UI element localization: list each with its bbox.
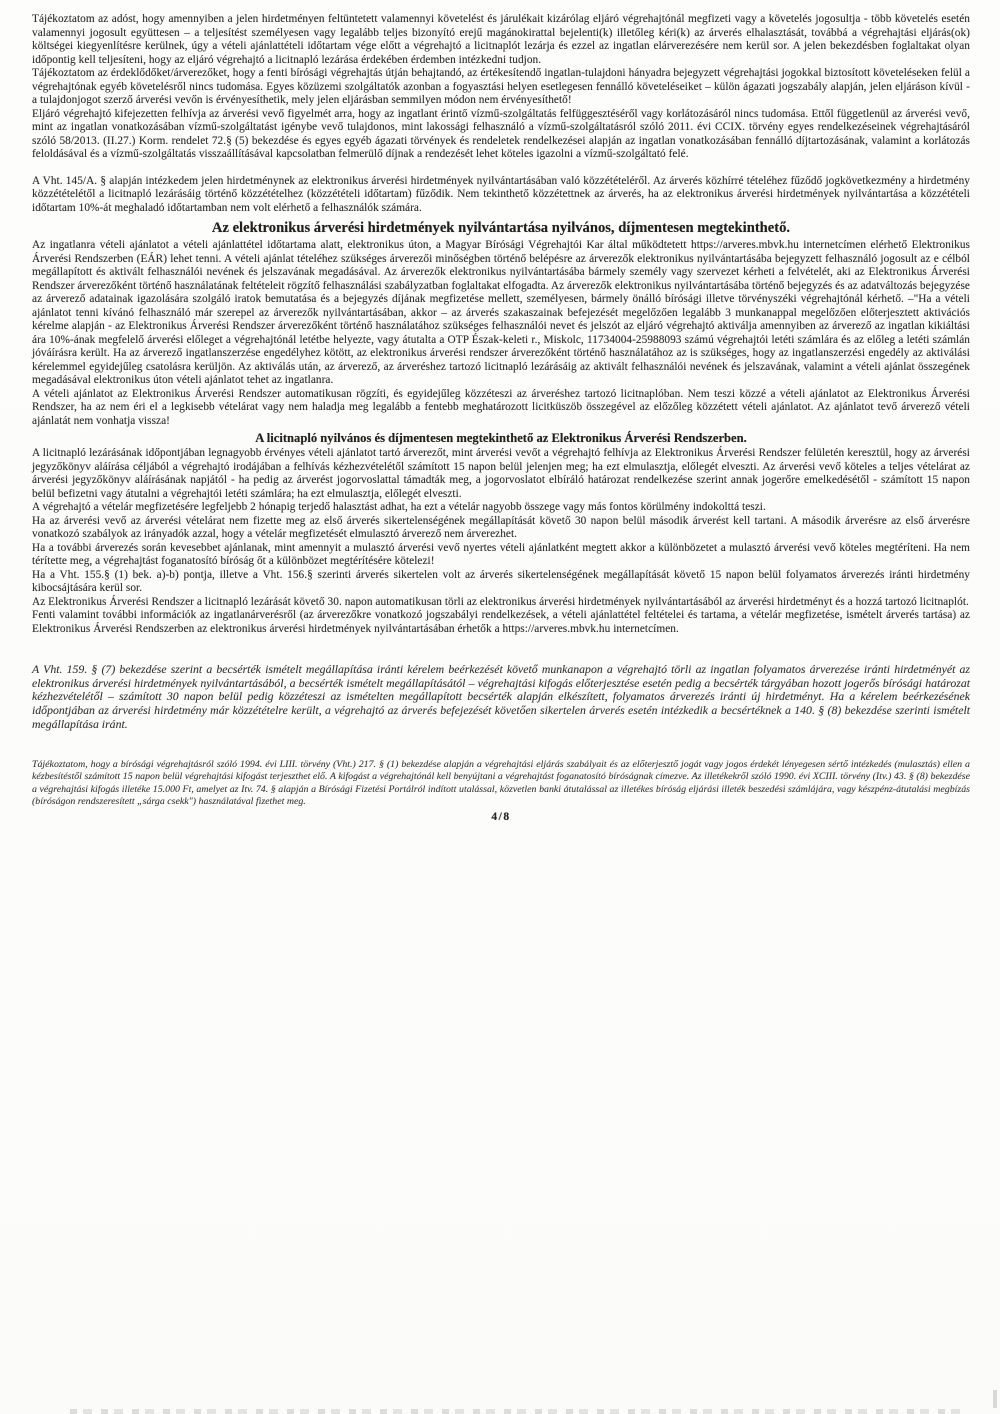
heading-electronic-auction-registry: Az elektronikus árverési hirdetmények nyilvántartása nyilvános, díjmentesen megtekinthető.: [211, 220, 791, 236]
paragraph-payment-deferral: A végrehajtó a vételár megfizetésére legfeljebb 2 hónapig terjedő halasztást adhat, ha ezt a vételár nagyobb összege vagy más fontos körülmény indokolttá teszi.: [32, 501, 766, 513]
paragraph-second-auction: Ha az árverési vevő az árverési vételárat nem fizette meg az első árverés sikertelenségének megállapítását követő 30 napon belül második árverést kell tartani. A második árverésre az első árverésre vonatkozó szabályok az irányadók azzal, hogy a vételár megfizetését elmulasztó árverező nem árverezhet.: [32, 514, 970, 540]
paragraph-interested-parties-notice: Tájékoztatom az érdeklődőket/árverezőket, hogy a fenti bírósági végrehajtás útján behajtandó, az értékesítendő ingatlan-tulajdoni hányadra bejegyzett végrehajtási jogokkal biztosított követeléseken felül a végrehajtónak egyéb követelésről nincs tudomása. Egyes közüzemi szolgáltatók azonban a fogyasztási helyen esetlegesen fennálló követeléseiket – külön ágazati jogszabály alapján, jelen eljáráson kívül - a tulajdonjogot szerző árverési vevőn is érvényesíthetik, mely jelen eljárásban semmilyen módon nem érvényesíthető!: [32, 67, 970, 106]
paragraph-difference-reimbursement: Ha a további árverezés során kevesebbet ajánlanak, mint amennyit a mulasztó árverési vevő nyertes vételi ajánlatként megtett akkor a különbözetet a mulasztó árverési vevő köteles megtéríteni. Ha nem térítette meg, a végrehajtást foganatosító bíróság őt a különbözet megtérítésére kötelezi!: [32, 541, 970, 567]
paragraph-further-information: Fenti valamint további információk az ingatlanárverésről (az árverezőkre vonatkozó jogszabályi rendelkezések, a vételi ajánlattétel feltételei és tartama, a vételár megfizetése, ismételt árverés tartása) az Elektronikus Árverési Rendszerben az elektronikus árverési hirdetmények nyilvántartásában érhetők a https://arveres.mbvk.hu internetcímen.: [32, 609, 970, 635]
paragraph-vht-159-appraisal: A Vht. 159. § (7) bekezdése szerint a becsérték ismételt megállapítása iránti kérelem beérkezését követő munkanapon a végrehajtó törli az ingatlan folyamatos árverezése iránti hirdetményét az elektronikus árverési hirdetmények nyilvántartásából, a becsérték ismételt megállapításától – végrehajtási kifogás előterjesztése esetén pedig a becsérték tárgyában hozott jogerős bírósági határozat kézhezvételétől – számított 30 napon belül pedig közzéteszi az ismételten megállapított becsérték alapján elkészített, folyamatos árverezés iránti új hirdetményt. Ha a kérelem beérkezésének időpontjában az árverési hirdetmény már közzétételre került, a végrehajtó az árverés befejezését követően sikertelen árverés esetén intézkedik a becsértéknek a 140. § (8) bekezdése szerinti ismételt megállapítása iránt.: [32, 662, 970, 731]
document-body: [32, 13, 970, 823]
paragraph-debtor-notice: Tájékoztatom az adóst, hogy amennyiben a jelen hirdetményen feltüntetett valamennyi követelést és járulékait kizárólag eljáró végrehajtónál megfizeti vagy a követelés jogosultja - több követelés esetén valamennyi jogosult együttesen – a teljesítést személyesen vagy legalább teljes bizonyító erejű magánokirattal bejelenti(k) illetőleg kéri(k) az árverés elhalasztását, továbbá a végrehajtási eljárás(ok) költségei kiegyenlítésre kerülnek, úgy a vételi ajánlattételi időtartam vége előtt a végrehajtó a licitnaplót lezárja és ezzel az ingatlan elárverezésére nem kerül sor. A jelen bekezdésben foglaltakat olyan időpontig kell teljesíteni, hogy az eljáró végrehajtó a licitnapló lezárása érdekében érdemben intézkedni tudjon.: [32, 13, 970, 66]
paragraph-continuous-auction: Ha a Vht. 155.§ (1) bek. a)-b) pontja, illetve a Vht. 156.§ szerinti árverés sikertelen volt az árverés sikertelenségének megállapítását követő 15 napon belül folyamatos árverezés iránti hirdetmény kibocsájtására kerül sor.: [32, 568, 970, 594]
heading-bid-log-public: A licitnapló nyilvános és díjmentesen megtekinthető az Elektronikus Árverési Rendszerben.: [255, 431, 747, 445]
paragraph-footnote-objection: Tájékoztatom, hogy a bírósági végrehajtásról szóló 1994. évi LIII. törvény (Vht.) 217. § (1) bekezdése alapján a végrehajtási eljárás szabályait és az előterjesztő jogát vagy jogos érdekét lényegesen sértő intézkedés (mulasztás) ellen a kézbesítéstől számított 15 napon belül végrehajtási kifogást terjeszthet elő. A kifogást a végrehajtónál kell benyújtani a végrehajtást foganatosító bíróságnak címezve. Az illetékekről szóló 1990. évi XCIII. törvény (Itv.) 43. § (8) bekezdése a végrehajtási kifogás illetéke 15.000 Ft, amelyet az Itv. 74. § alapján a Bírósági Fizetési Portálról indított utalással, közvetlen banki átutalással az illetékes bíróság eljárási illeték beszedési számlájára, vagy készpénz-átutalási megbízás (bíróságon rendszeresített „sárga csekk") használatával fizethet meg.: [32, 758, 970, 808]
paragraph-bid-log-closing: A licitnapló lezárásának időpontjában legnagyobb érvényes vételi ajánlatot tartó árverezőt, mint árverési vevőt a végrehajtó felhívja az Elektronikus Árverési Rendszer felületén keresztül, hogy az árverési jegyzőkönyv aláírása céljából a végrehajtó irodájában a felhívás kézhezvételétől számított 15 napon belül jelenjen meg; ha ezt elmulasztja, előlegét elveszti. Az árverési vevő köteles a teljes vételárat az árverési jegyzőkönyv aláírásának napjától - ha pedig az árverést jogorvoslattal támadták meg, a jogorvoslatot elbíráló határozat rendelkezése szerint annak jogerőre emelkedésétől - számított 15 napon belül befizetni vagy átutalni a végrehajtói letéti számlára; ha ezt elmulasztja, előlegét elveszti.: [32, 447, 970, 500]
paragraph-vht-145a: A Vht. 145/A. § alapján intézkedem jelen hirdetménynek az elektronikus árverési hirdetmények nyilvántartásában való közzétételéről. Az árverés közhírré tételéhez fűződő jogkövetkezmény a hirdetmény közzétételétől a licitnapló lezárásáig történő közzétételhez (közzétételi időtartam) fűződik. Nem tekinthető közzétettnek az árverés, ha az elektronikus árverési hirdetmények nyilvántartása a közzétételi időtartam 10%-át meghaladó időtartamban nem volt elérhető a felhasználók számára.: [32, 174, 970, 214]
scan-edge-artifact: [993, 1390, 997, 1408]
paragraph-bid-recording: A vételi ajánlatot az Elektronikus Árverési Rendszer automatikusan rögzíti, és egyidejűleg közzéteszi az árveréshez tartozó licitnaplóban. Nem teszi közzé a vételi ajánlatot az Elektronikus Árverési Rendszer, ha az nem éri el a legkisebb vételárat vagy nem haladja meg legalább a fentebb meghatározott licitküszöb összegével az előzőleg közzétett vételi ajánlatot. Az ajánlatot tevő árverező vételi ajánlatát nem vonhatja vissza!: [32, 387, 970, 427]
paragraph-ear-bidding-rules: Az ingatlanra vételi ajánlatot a vételi ajánlattétel időtartama alatt, elektronikus úton, a Magyar Bírósági Végrehajtói Kar által működtetett https://arveres.mbvk.hu internetcímen elérhető Elektronikus Árverési Rendszerben (EÁR) lehet tenni. A vételi ajánlat tételéhez szükséges árverezői minőségben történő belépésre az árverezők elektronikus nyilvántartásába bejegyzett felhasználó jogosult az e célból megállapított és aktivált felhasználói nevének és jelszavának megadásával. Az árverezők elektronikus nyilvántartásába bármely személy vagy szervezet kérheti a felvételét, aki az Elektronikus Árverési Rendszer árverezőként történő használatának feltételeit rögzítő felhasználási szabályzatban foglaltakat elfogadta. Az árverezők elektronikus nyilvántartásába történő bejegyzés és az adatváltozás bejegyzése az árverező adatainak igazolására szolgáló iratok bemutatása és a bejegyzés díjának megfizetése mellett, személyesen, bármely önálló bírósági illetve törvényszéki végrehajtónál kérhető. –"Ha a vételi ajánlatot tenni kívánó felhasználó már szerepel az árverezők nyilvántartásában, akkor – az árverés szakaszainak befejezését megelőzően legalább 3 munkanappal megelőzően előterjesztett aktivációs kérelme alapján - az Elektronikus Árverési Rendszer árverezőként történő használatához szükséges felhasználói nevet és jelszót az eljáró végrehajtó aktiválja amennyiben az árverező az ingatlan kikiáltási ára 10%-ának megfelelő árverési előleget a végrehajtónál letétbe helyezte, vagy átutalta a OTP Észak-keleti r., Miskolc, 11734004-25988093 számú végrehajtói letéti számlára és az előleg a letéti számlán jóváírásra került. Ha az árverező ingatlanszerzése engedélyhez kötött, az elektronikus árverési rendszer árverezőként történő használatához az is szükséges, hogy az ingatlanszerzési engedély az aktiválási kérelemmel egyidejűleg csatolásra kerüljön. Az aktiválás után, az árverező, az árveréshez tartozó licitnapló lezárásáig az aktivált felhasználói nevének és jelszavának, valamint a vételi ajánlat összegének megadásával elektronikus úton vételi ajánlatot tehet az ingatlanra.: [32, 239, 970, 386]
page-number: 4/8: [491, 810, 511, 823]
paragraph-automatic-deletion: Az Elektronikus Árverési Rendszer a licitnapló lezárását követő 30. napon automatikusan törli az elektronikus árverési hirdetmények nyilvántartásából az árverési hirdetményt és a hozzá tartozó licitnaplót.: [32, 595, 969, 608]
paragraph-water-utility-notice: Eljáró végrehajtó kifejezetten felhívja az árverési vevő figyelmét arra, hogy az ingatlant érintő vízmű-szolgáltatás felfüggesztéséről vagy korlátozásáról nincs tudomása. Ettől függetlenül az árverési vevő, mint az ingatlan vonatkozásában vízmű-szolgáltatást igénybe vevő tulajdonos, mint lakossági felhasználó a vízmű-szolgáltatásról szóló 2011. évi CCIX. törvény egyes rendelkezéseinek végrehajtásáról szóló 58/2013. (II.27.) Korm. rendelet 72.§ (5) bekezdése és egyes egyéb ágazati törvények és rendeletek rendelkezései alapján az ingatlan vonatkozásában fennálló díjtartozásának, valamint a korlátozás feloldásával és a vízmű-szolgáltatás visszaállításával kapcsolatban felmerülő díjnak a rendezését lehet köteles igazolni a vízmű-szolgáltató felé.: [32, 107, 970, 160]
cutoff-next-line-artifact: [70, 1409, 960, 1414]
